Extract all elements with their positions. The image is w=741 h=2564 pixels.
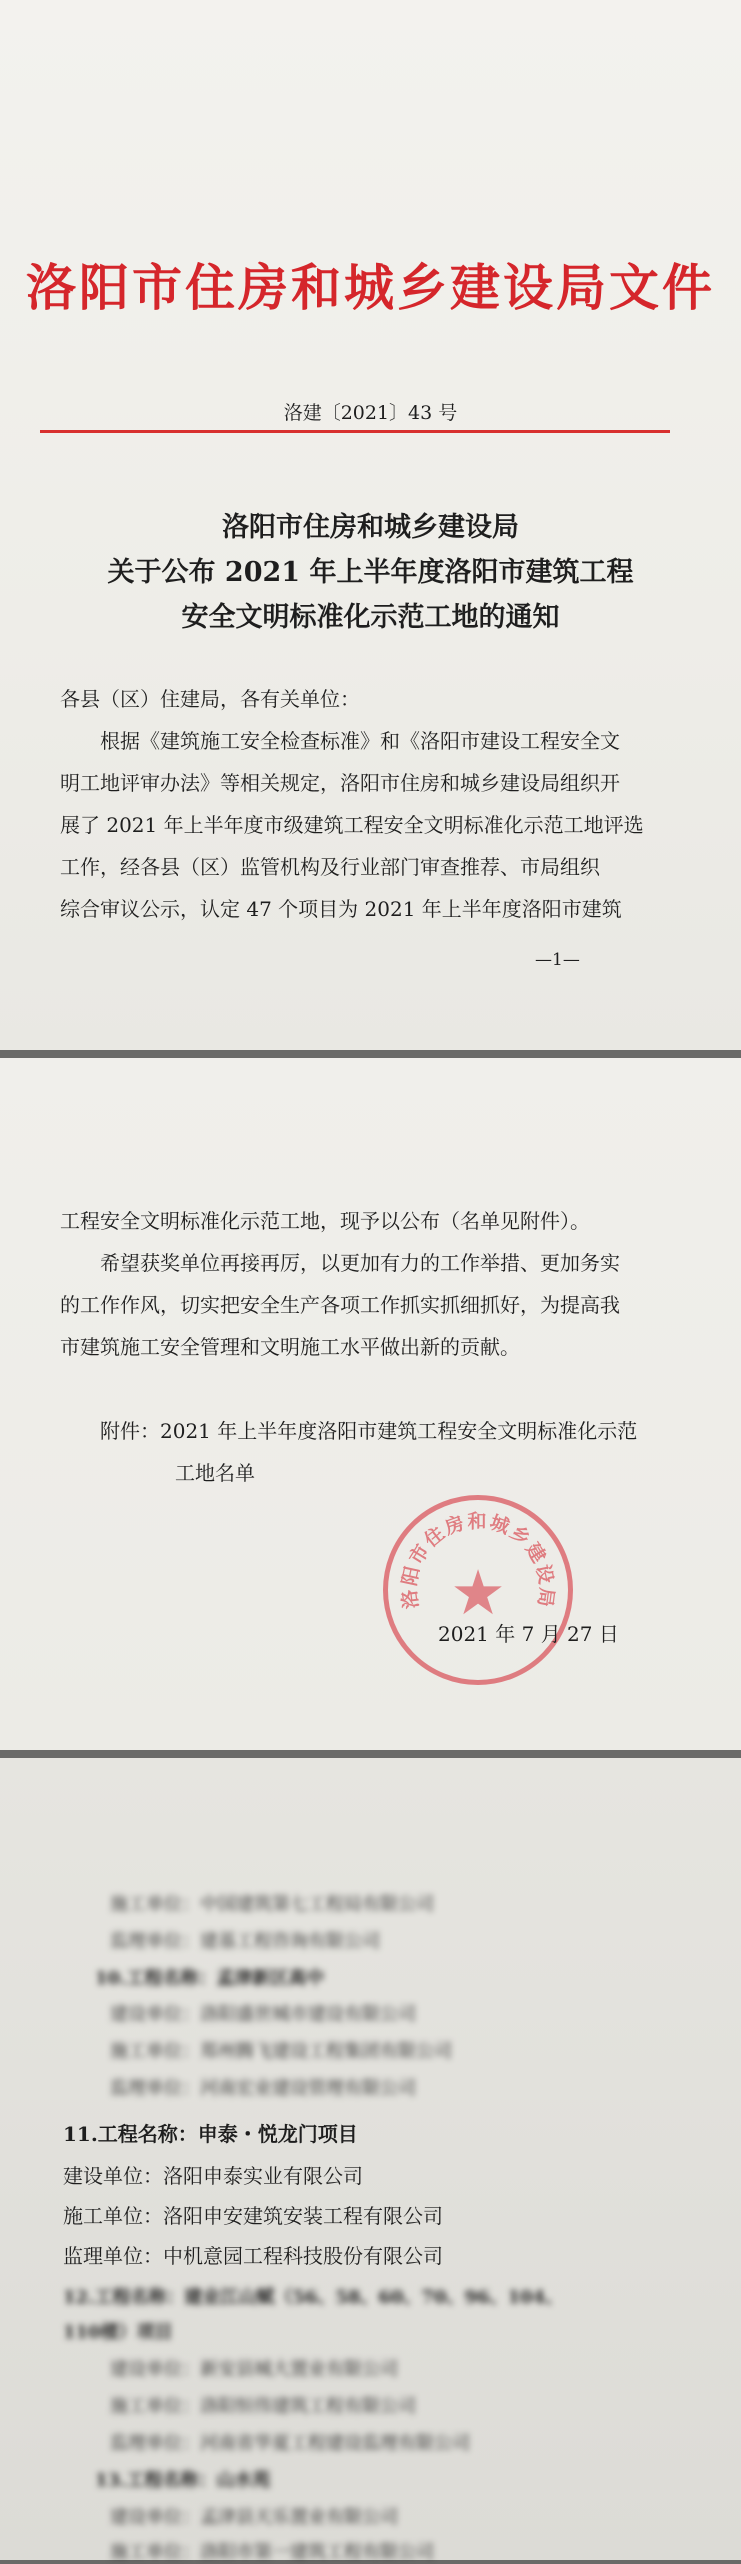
para-line: 工程安全文明标准化示范工地，现予以公布（名单见附件）。 [60, 1209, 590, 1233]
builder-row: 施工单位：洛阳申安建筑安装工程有限公司 [63, 2204, 443, 2228]
para-line: 市建筑施工安全管理和文明施工水平做出新的贡献。 [60, 1335, 520, 1359]
para-line: 希望获奖单位再接再厉，以更加有力的工作举措、更加务实 [100, 1251, 620, 1275]
list-item: 施工单位：洛阳恒伟建筑工程有限公司 [110, 2396, 416, 2417]
title-line-2: 关于公布 2021 年上半年度洛阳市建筑工程 [107, 557, 634, 588]
seal-star-icon: ★ [450, 1556, 506, 1629]
para-line: 根据《建筑施工安全检查标准》和《洛阳市建设工程安全文 [100, 729, 620, 753]
seal-text: 洛阳市住房和城乡建设局 [398, 1510, 558, 1611]
supervisor-row: 监理单位：中机意园工程科技股份有限公司 [63, 2244, 443, 2268]
document-header: 洛阳市住房和城乡建设局文件 [26, 258, 715, 317]
project-name-row: 11.工程名称：申泰・悦龙门项目 [63, 2122, 358, 2146]
list-item: 110楼）项目 [63, 2322, 173, 2343]
attachment-line: 附件：2021 年上半年度洛阳市建筑工程安全文明标准化示范 [100, 1419, 638, 1443]
list-item: 监理单位：河南宏业建设管理有限公司 [110, 2078, 416, 2099]
list-item: 施工单位：中国建筑第七工程局有限公司 [110, 1894, 434, 1915]
para-line: 的工作作风，切实把安全生产各项工作抓实抓细抓好，为提高我 [60, 1293, 620, 1317]
document-page-1 [0, 0, 741, 1050]
title-line-3: 安全文明标准化示范工地的通知 [181, 602, 560, 633]
list-item: 13.工程名称：山水苑 [95, 2470, 271, 2491]
salutation: 各县（区）住建局，各有关单位： [60, 687, 360, 711]
red-divider [40, 430, 670, 433]
para-line: 明工地评审办法》等相关规定，洛阳市住房和城乡建设局组织开 [60, 771, 620, 795]
notice-title [0, 505, 741, 640]
document-date: 2021 年 7 月 27 日 [438, 1622, 619, 1646]
continuation-paragraph [60, 1200, 700, 1368]
list-item: 监理单位：建基工程咨询有限公司 [110, 1931, 380, 1952]
list-item: 建设单位：新安县城大置业有限公司 [110, 2359, 398, 2380]
list-item: 建设单位：洛阳盛世城市建设有限公司 [110, 2004, 416, 2025]
list-item: 10.工程名称：孟津新区高中 [95, 1968, 325, 1989]
list-item: 施工单位：洛阳市第一建筑工程有限公司 [110, 2542, 434, 2563]
official-seal [383, 1495, 573, 1685]
list-item: 施工单位：郑州腾飞建设工程集团有限公司 [110, 2041, 452, 2062]
body-paragraph [60, 720, 680, 930]
list-item: 12.工程名称：建业江山赋（56、58、60、70、96、104、 [63, 2287, 564, 2308]
title-line-1: 洛阳市住房和城乡建设局 [222, 512, 519, 543]
list-item: 监理单位：河南省华夏工程建设监理有限公司 [110, 2433, 470, 2454]
para-line: 综合审议公示，认定 47 个项目为 2021 年上半年度洛阳市建筑 [60, 897, 622, 921]
para-line: 展了 2021 年上半年度市级建筑工程安全文明标准化示范工地评选 [60, 813, 644, 837]
list-item: 建设单位：孟津县天乐置业有限公司 [110, 2507, 398, 2528]
page-number: —1— [535, 950, 580, 970]
owner-row: 建设单位：洛阳申泰实业有限公司 [63, 2164, 363, 2188]
document-page-2 [0, 1058, 741, 1750]
para-line: 工作，经各县（区）监管机构及行业部门审查推荐、市局组织 [60, 855, 600, 879]
document-number: 洛建〔2021〕43 号 [283, 402, 458, 424]
attachment-line-2: 工地名单 [175, 1461, 255, 1485]
